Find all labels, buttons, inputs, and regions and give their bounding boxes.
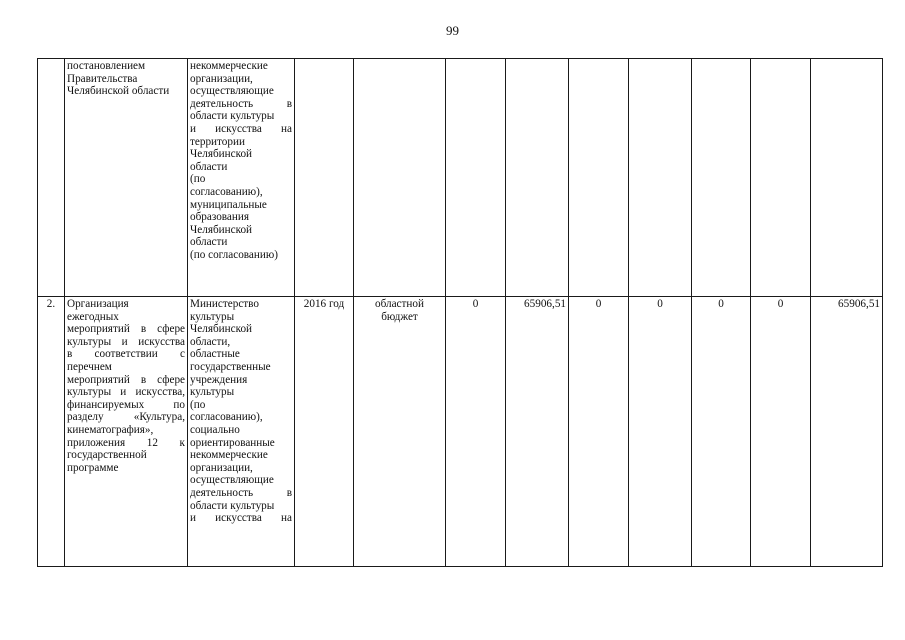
cell-value-5: 0 xyxy=(692,297,751,567)
cell-event-line: Правительства xyxy=(67,72,138,85)
page-number: 99 xyxy=(446,23,459,38)
cell-event xyxy=(65,59,188,297)
cell-value-7 xyxy=(811,59,883,297)
cell-executor-line: организации, xyxy=(190,461,253,474)
cell-value-1 xyxy=(446,59,506,297)
cell-executor-line: согласованию), xyxy=(190,411,263,424)
cell-number xyxy=(38,59,65,297)
cell-value-4 xyxy=(629,59,692,297)
cell-executor-line: деятельность в xyxy=(190,486,292,499)
cell-executor-line: осуществляющие xyxy=(190,474,274,487)
cell-executor-line: Министерство xyxy=(190,298,259,310)
cell-event-line: перечнем xyxy=(67,360,112,373)
cell-value-6: 0 xyxy=(751,297,811,567)
cell-value-1: 0 xyxy=(446,297,506,567)
cell-event-line: государственной xyxy=(67,449,147,462)
cell-funding-source xyxy=(354,59,446,297)
table-body xyxy=(38,59,883,567)
cell-event-line: в соответствии с xyxy=(67,348,185,361)
cell-executor-line: согласованию), xyxy=(190,185,263,198)
cell-executor xyxy=(188,59,295,297)
cell-executor-line: области культуры xyxy=(190,499,275,512)
cell-executor-line: некоммерческие xyxy=(190,60,268,72)
cell-executor-line: области культуры xyxy=(190,110,275,123)
cell-event-line: Челябинской области xyxy=(67,85,170,98)
table-row xyxy=(38,59,883,297)
cell-period xyxy=(295,59,354,297)
cell-executor-line: культуры xyxy=(190,310,235,323)
cell-executor-line: области xyxy=(190,236,228,249)
cell-executor-line: Челябинской xyxy=(190,323,253,336)
cell-executor-line: деятельность в xyxy=(190,97,292,110)
cell-event-line: кинематография», xyxy=(67,423,154,436)
cell-executor-line: (по xyxy=(190,173,206,186)
cell-value-7: 65906,51 xyxy=(811,297,883,567)
cell-executor-line: некоммерческие xyxy=(190,449,268,462)
cell-event-line: приложения 12 к xyxy=(67,436,185,449)
cell-value-5 xyxy=(692,59,751,297)
cell-executor-line: территории xyxy=(190,135,245,148)
cell-value-3: 0 xyxy=(569,297,629,567)
cell-funding-source: областной бюджет xyxy=(354,297,446,567)
cell-event-line: культуры и искусства, xyxy=(67,386,185,399)
cell-executor-line: социально xyxy=(190,423,240,436)
cell-executor-line: области, xyxy=(190,335,231,348)
cell-event-line: ежегодных xyxy=(67,310,119,323)
cell-event-line: разделу «Культура, xyxy=(67,411,185,424)
cell-executor-line: учреждения xyxy=(190,373,248,386)
cell-executor-line: области xyxy=(190,160,228,173)
cell-event-line: мероприятий в сфере xyxy=(67,373,185,386)
cell-executor-line: осуществляющие xyxy=(190,85,274,98)
cell-executor-line: и искусства на xyxy=(190,122,292,135)
cell-value-4: 0 xyxy=(629,297,692,567)
cell-executor-line: и искусства на xyxy=(190,512,292,525)
program-table xyxy=(37,58,883,567)
cell-value-2 xyxy=(506,59,569,297)
cell-executor-line: образования xyxy=(190,211,250,224)
cell-number: 2. xyxy=(38,297,65,567)
cell-event-line: постановлением xyxy=(67,60,146,72)
cell-executor-line: Челябинской xyxy=(190,148,253,161)
cell-executor-line: областные xyxy=(190,348,240,361)
cell-event-line: финансируемых по xyxy=(67,398,185,411)
cell-value-6 xyxy=(751,59,811,297)
cell-executor-line: организации, xyxy=(190,72,253,85)
cell-value-3 xyxy=(569,59,629,297)
cell-period: 2016 год xyxy=(295,297,354,567)
cell-event-line: программе xyxy=(67,461,119,474)
cell-executor-line: Челябинской xyxy=(190,223,253,236)
cell-event-line: мероприятий в сфере xyxy=(67,323,185,336)
cell-executor-line: государственные xyxy=(190,360,271,373)
cell-event-line: культуры и искусства xyxy=(67,335,185,348)
cell-event xyxy=(65,297,188,567)
table-row xyxy=(38,297,883,567)
cell-executor-line: ориентированные xyxy=(190,436,275,449)
cell-event-line: Организация xyxy=(67,298,129,310)
cell-executor xyxy=(188,297,295,567)
cell-executor-line: (по xyxy=(190,398,206,411)
cell-executor-line: культуры xyxy=(190,386,235,399)
cell-value-2: 65906,51 xyxy=(506,297,569,567)
cell-executor-line: (по согласованию) xyxy=(190,248,278,261)
cell-executor-line: муниципальные xyxy=(190,198,267,211)
